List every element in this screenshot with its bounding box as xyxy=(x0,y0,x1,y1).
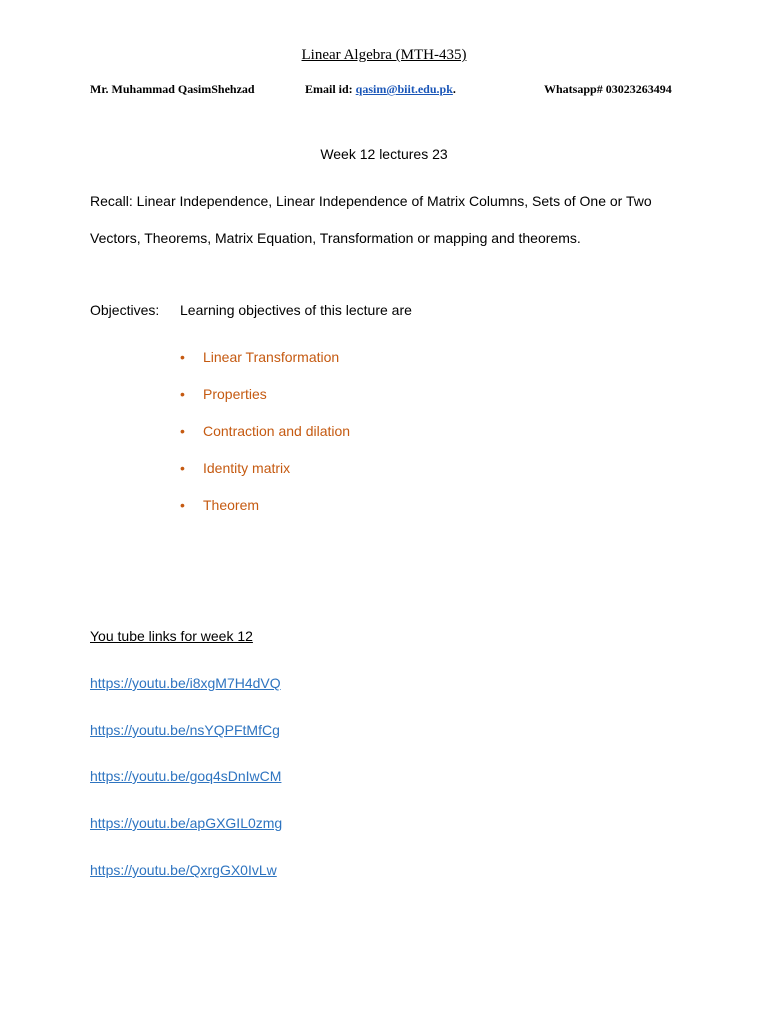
objective-label: Contraction and dilation xyxy=(203,423,351,439)
bullet-icon: • xyxy=(180,386,185,402)
youtube-link[interactable]: https://youtu.be/nsYQPFtMfCg xyxy=(90,722,280,738)
objective-label: Theorem xyxy=(203,497,260,513)
objective-label: Linear Transformation xyxy=(203,349,340,365)
email-info xyxy=(305,82,456,97)
recall-line-1: Recall: Linear Independence, Linear Independence of Matrix Columns, Sets of One or Two xyxy=(90,193,652,209)
email-link[interactable]: qasim@biit.edu.pk xyxy=(355,82,453,96)
instructor-name: Mr. Muhammad QasimShehzad xyxy=(90,82,255,96)
email-suffix: . xyxy=(452,82,456,96)
objectives-label: Objectives: xyxy=(90,302,160,318)
objective-item xyxy=(180,349,339,365)
recall-line-2: Vectors, Theorems, Matrix Equation, Transformation or mapping and theorems. xyxy=(90,230,581,246)
week-heading: Week 12 lectures 23 xyxy=(320,146,448,162)
objective-item xyxy=(180,497,259,513)
bullet-icon: • xyxy=(180,423,185,439)
objectives-intro: Learning objectives of this lecture are xyxy=(180,302,412,318)
objective-label: Properties xyxy=(203,386,267,402)
objective-label: Identity matrix xyxy=(203,460,291,476)
bullet-icon: • xyxy=(180,460,185,476)
objective-item xyxy=(180,386,267,402)
youtube-links-heading: You tube links for week 12 xyxy=(90,628,253,644)
bullet-icon: • xyxy=(180,497,185,513)
youtube-link[interactable]: https://youtu.be/apGXGIL0zmg xyxy=(90,815,283,831)
bullet-icon: • xyxy=(180,349,185,365)
whatsapp-number: Whatsapp# 03023263494 xyxy=(544,82,672,96)
objective-item xyxy=(180,460,290,476)
document-title: Linear Algebra (MTH-435) xyxy=(301,47,467,63)
email-label: Email id: xyxy=(305,82,356,96)
objective-item xyxy=(180,423,350,439)
youtube-link[interactable]: https://youtu.be/QxrgGX0IvLw xyxy=(90,862,277,878)
youtube-link[interactable]: https://youtu.be/goq4sDnIwCM xyxy=(90,768,282,784)
youtube-link[interactable]: https://youtu.be/i8xgM7H4dVQ xyxy=(90,675,281,691)
